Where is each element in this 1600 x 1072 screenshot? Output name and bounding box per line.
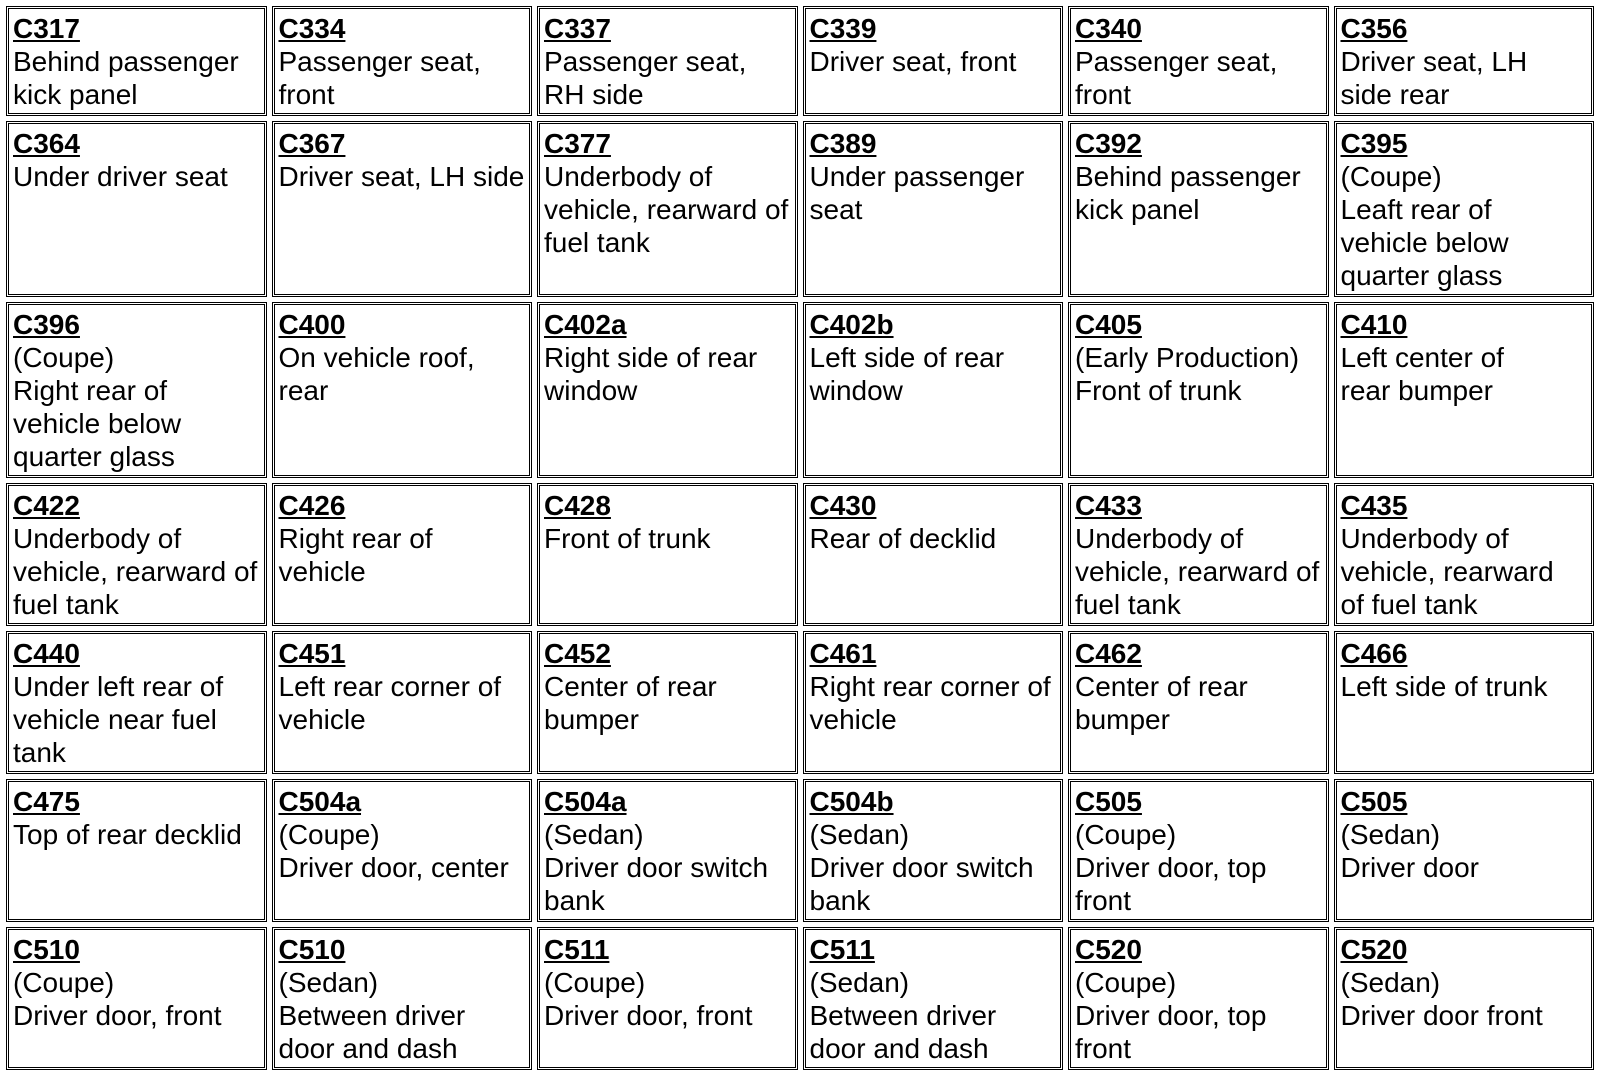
- connector-code: C505: [1075, 786, 1142, 817]
- table-cell: [803, 779, 1064, 922]
- connector-code: C422: [13, 490, 80, 521]
- connector-code: C475: [13, 786, 80, 817]
- connector-code: C392: [1075, 128, 1142, 159]
- location-text: vehicle below: [1340, 227, 1509, 258]
- connector-code: C317: [13, 13, 80, 44]
- location-text: Between driver: [278, 1000, 466, 1031]
- location-text: of fuel tank: [1340, 589, 1478, 620]
- location-text: Center of rear: [1075, 671, 1248, 702]
- location-text: vehicle, rearward of: [13, 556, 258, 587]
- location-text: quarter glass: [1340, 260, 1503, 291]
- location-text: (Sedan): [1340, 819, 1441, 850]
- table-cell: [6, 631, 267, 774]
- location-text: Driver door, front: [544, 1000, 753, 1031]
- location-text: vehicle: [809, 704, 897, 735]
- location-text: vehicle: [278, 704, 366, 735]
- location-text: Driver door, center: [278, 852, 509, 883]
- table-cell: [6, 779, 267, 922]
- location-text: Under left rear of: [13, 671, 224, 702]
- table-cell: [1334, 779, 1595, 922]
- location-text: Behind passenger: [1075, 161, 1301, 192]
- table-cell: [1068, 121, 1329, 297]
- connector-code: C426: [278, 490, 346, 521]
- table-cell: [1068, 483, 1329, 626]
- location-text: door and dash: [278, 1033, 458, 1064]
- location-text: fuel tank: [1075, 589, 1181, 620]
- location-text: Left side of rear: [809, 342, 1005, 373]
- table-cell: [537, 6, 798, 116]
- table-cell: [272, 6, 533, 116]
- table-cell: [1068, 302, 1329, 478]
- table-cell: [6, 302, 267, 478]
- location-text: Driver door switch: [809, 852, 1034, 883]
- location-text: Underbody of: [13, 523, 182, 554]
- location-text: quarter glass: [13, 441, 175, 472]
- location-text: Driver door switch: [544, 852, 769, 883]
- connector-code: C395: [1340, 128, 1408, 159]
- connector-code: C340: [1075, 13, 1142, 44]
- location-text: Left center of: [1340, 342, 1504, 373]
- location-text: rear bumper: [1340, 375, 1494, 406]
- table-cell: [1334, 302, 1595, 478]
- table-cell: [272, 302, 533, 478]
- location-text: Right rear of: [278, 523, 433, 554]
- connector-code: C410: [1340, 309, 1408, 340]
- location-text: Driver door, top: [1075, 1000, 1267, 1031]
- location-text: tank: [13, 737, 66, 768]
- location-text: Passenger seat,: [544, 46, 747, 77]
- location-text: Driver door: [1340, 852, 1479, 883]
- location-text: vehicle below: [13, 408, 182, 439]
- location-text: (Sedan): [278, 967, 379, 998]
- table-cell: [537, 121, 798, 297]
- location-text: Under driver seat: [13, 161, 228, 192]
- connector-code: C367: [278, 128, 346, 159]
- location-text: RH side: [544, 79, 644, 110]
- location-text: front: [278, 79, 335, 110]
- location-text: Front of trunk: [1075, 375, 1242, 406]
- connector-code: C402b: [809, 309, 894, 340]
- location-text: Driver seat, LH: [1340, 46, 1528, 77]
- location-text: kick panel: [13, 79, 138, 110]
- table-cell: [1068, 631, 1329, 774]
- connector-code: C510: [278, 934, 346, 965]
- connector-code: C520: [1340, 934, 1408, 965]
- location-text: Driver door, top: [1075, 852, 1267, 883]
- location-text: bumper: [1075, 704, 1170, 735]
- location-text: bumper: [544, 704, 639, 735]
- table-cell: [803, 927, 1064, 1070]
- connector-code: C433: [1075, 490, 1142, 521]
- location-text: Behind passenger: [13, 46, 239, 77]
- location-text: Between driver: [809, 1000, 997, 1031]
- connector-code: C337: [544, 13, 611, 44]
- location-text: fuel tank: [13, 589, 119, 620]
- table-cell: [272, 631, 533, 774]
- location-text: Left side of trunk: [1340, 671, 1548, 702]
- table-cell: [537, 927, 798, 1070]
- location-text: front: [1075, 885, 1132, 916]
- table-cell: [803, 6, 1064, 116]
- location-text: Driver seat, LH side: [278, 161, 525, 192]
- location-text: Center of rear: [544, 671, 717, 702]
- location-text: kick panel: [1075, 194, 1200, 225]
- connector-code: C520: [1075, 934, 1142, 965]
- connector-code: C504a: [278, 786, 362, 817]
- connector-code: C334: [278, 13, 346, 44]
- location-text: (Coupe): [544, 967, 646, 998]
- location-text: Underbody of: [1075, 523, 1244, 554]
- location-text: (Coupe): [1075, 967, 1177, 998]
- location-text: Driver door, front: [13, 1000, 222, 1031]
- table-cell: [537, 779, 798, 922]
- connector-code: C504b: [809, 786, 894, 817]
- connector-code: C396: [13, 309, 80, 340]
- location-text: (Coupe): [1075, 819, 1177, 850]
- location-text: bank: [809, 885, 871, 916]
- location-text: (Coupe): [278, 819, 380, 850]
- location-text: Driver seat, front: [809, 46, 1017, 77]
- location-text: fuel tank: [544, 227, 650, 258]
- connector-code: C356: [1340, 13, 1408, 44]
- location-text: Underbody of: [1340, 523, 1509, 554]
- location-text: rear: [278, 375, 329, 406]
- location-text: vehicle, rearward: [1340, 556, 1554, 587]
- connector-code: C435: [1340, 490, 1408, 521]
- connector-code: C504a: [544, 786, 627, 817]
- location-text: window: [544, 375, 638, 406]
- location-text: (Sedan): [1340, 967, 1441, 998]
- location-text: (Sedan): [809, 967, 910, 998]
- location-text: Passenger seat,: [1075, 46, 1278, 77]
- table-cell: [1068, 6, 1329, 116]
- location-text: window: [809, 375, 903, 406]
- location-text: door and dash: [809, 1033, 989, 1064]
- table-cell: [272, 121, 533, 297]
- location-text: (Coupe): [1340, 161, 1442, 192]
- table-cell: [537, 631, 798, 774]
- connector-code: C462: [1075, 638, 1142, 669]
- location-text: Leaft rear of: [1340, 194, 1492, 225]
- connector-code: C402a: [544, 309, 627, 340]
- location-text: Rear of decklid: [809, 523, 997, 554]
- table-cell: [803, 483, 1064, 626]
- connector-code: C430: [809, 490, 877, 521]
- location-text: bank: [544, 885, 605, 916]
- connector-code: C511: [544, 934, 610, 965]
- table-cell: [6, 6, 267, 116]
- location-text: vehicle, rearward of: [544, 194, 789, 225]
- location-text: Front of trunk: [544, 523, 711, 554]
- location-text: Driver door front: [1340, 1000, 1543, 1031]
- connector-code: C466: [1340, 638, 1408, 669]
- connector-code: C505: [1340, 786, 1408, 817]
- table-cell: [1334, 483, 1595, 626]
- location-text: vehicle near fuel: [13, 704, 217, 735]
- table-cell: [803, 631, 1064, 774]
- location-text: (Coupe): [13, 342, 115, 373]
- table-cell: [537, 483, 798, 626]
- location-text: side rear: [1340, 79, 1450, 110]
- connector-code: C511: [809, 934, 875, 965]
- connector-code: C440: [13, 638, 80, 669]
- location-text: seat: [809, 194, 863, 225]
- location-text: Under passenger: [809, 161, 1025, 192]
- table-cell: [6, 927, 267, 1070]
- location-text: Underbody of: [544, 161, 713, 192]
- connector-code: C377: [544, 128, 611, 159]
- location-text: front: [1075, 1033, 1132, 1064]
- location-text: Right rear of: [13, 375, 168, 406]
- location-text: (Coupe): [13, 967, 115, 998]
- connector-code: C339: [809, 13, 877, 44]
- table-cell: [803, 121, 1064, 297]
- table-cell: [272, 779, 533, 922]
- location-text: vehicle, rearward of: [1075, 556, 1320, 587]
- location-text: (Early Production): [1075, 342, 1300, 373]
- table-cell: [1334, 121, 1595, 297]
- location-text: Passenger seat,: [278, 46, 481, 77]
- location-text: Right side of rear: [544, 342, 758, 373]
- table-cell: [272, 927, 533, 1070]
- connector-code: C452: [544, 638, 611, 669]
- table-cell: [1334, 927, 1595, 1070]
- location-text: (Sedan): [544, 819, 644, 850]
- location-text: Left rear corner of: [278, 671, 502, 702]
- table-cell: [1334, 6, 1595, 116]
- table-cell: [1068, 927, 1329, 1070]
- table-cell: [537, 302, 798, 478]
- connector-location-table: [6, 6, 1594, 1070]
- table-cell: [1334, 631, 1595, 774]
- connector-code: C400: [278, 309, 346, 340]
- location-text: Right rear corner of: [809, 671, 1051, 702]
- table-cell: [803, 302, 1064, 478]
- location-text: vehicle: [278, 556, 366, 587]
- connector-code: C461: [809, 638, 877, 669]
- connector-code: C364: [13, 128, 80, 159]
- location-text: Top of rear decklid: [13, 819, 242, 850]
- connector-code: C510: [13, 934, 80, 965]
- location-text: (Sedan): [809, 819, 910, 850]
- connector-code: C405: [1075, 309, 1142, 340]
- connector-code: C451: [278, 638, 346, 669]
- table-cell: [1068, 779, 1329, 922]
- location-text: front: [1075, 79, 1132, 110]
- connector-code: C428: [544, 490, 611, 521]
- table-cell: [6, 483, 267, 626]
- table-cell: [272, 483, 533, 626]
- table-cell: [6, 121, 267, 297]
- connector-code: C389: [809, 128, 877, 159]
- location-text: On vehicle roof,: [278, 342, 475, 373]
